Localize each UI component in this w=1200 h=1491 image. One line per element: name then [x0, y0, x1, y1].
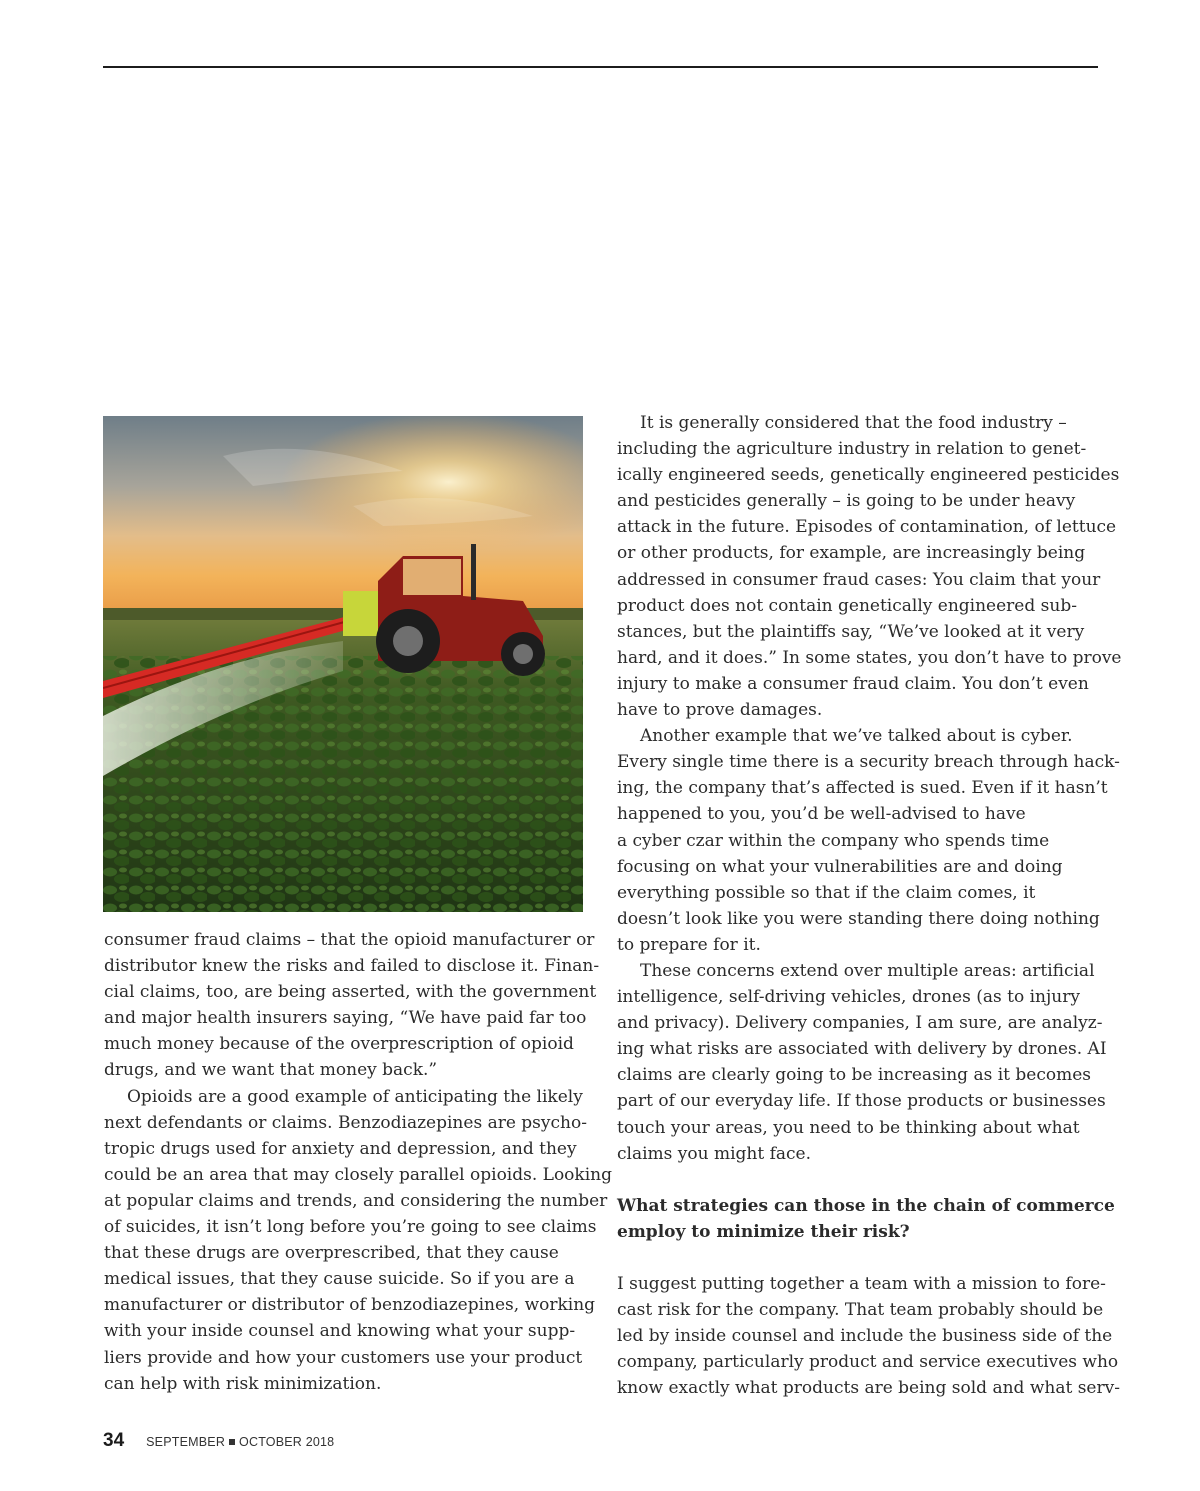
text-line: and pesticides generally – is going to be under heavy	[617, 491, 1076, 512]
text-line: Opioids are a good example of anticipating the likely	[127, 1086, 583, 1107]
text-line: and major health insurers saying, “We have paid far too	[104, 1008, 587, 1029]
text-line: distributor knew the risks and failed to disclose it. Finan-	[104, 956, 600, 977]
right-paragraph-2	[617, 723, 1120, 958]
text-line: manufacturer or distributor of benzodiazepines, working	[104, 1295, 596, 1316]
text-line: can help with risk minimization.	[104, 1373, 382, 1394]
text-line: company, particularly product and service executives who	[617, 1352, 1119, 1373]
text-line: Another example that we’ve talked about is cyber.	[640, 726, 1073, 747]
left-paragraph-2	[104, 1084, 612, 1397]
text-line: ing what risks are associated with delivery by drones. AI	[617, 1039, 1107, 1060]
text-line: stances, but the plaintiffs say, “We’ve looked at it very	[617, 621, 1085, 642]
text-line: claims you might face.	[617, 1143, 812, 1164]
issue-date	[146, 1435, 334, 1449]
page-footer	[103, 1430, 334, 1452]
left-column	[104, 927, 612, 1397]
text-line: consumer fraud claims – that the opioid manufacturer or	[104, 930, 595, 950]
tractor-spraying-field-photo	[103, 416, 583, 912]
text-line: cial claims, too, are being asserted, with the government	[104, 982, 597, 1003]
right-paragraph-1	[617, 410, 1122, 723]
left-paragraph-1	[104, 927, 600, 1084]
text-line: What strategies can those in the chain of commerce	[617, 1195, 1115, 1216]
interview-question	[617, 1193, 1115, 1245]
text-line: have to prove damages.	[617, 700, 823, 721]
text-line: focusing on what your vulnerabilities are and doing	[617, 856, 1063, 877]
text-line: tropic drugs used for anxiety and depression, and they	[104, 1138, 577, 1159]
text-line: doesn’t look like you were standing there doing nothing	[617, 908, 1100, 929]
text-line: It is generally considered that the food industry –	[640, 413, 1067, 433]
text-line: at popular claims and trends, and considering the number	[104, 1190, 608, 1211]
text-line: much money because of the overprescription of opioid	[104, 1034, 574, 1055]
text-line: of suicides, it isn’t long before you’re going to see claims	[104, 1217, 597, 1238]
text-line: These concerns extend over multiple areas: artificial	[640, 960, 1095, 981]
text-line: hard, and it does.” In some states, you don’t have to prove	[617, 647, 1122, 668]
text-line: liers provide and how your customers use your product	[104, 1347, 583, 1368]
separator-square-icon	[229, 1439, 235, 1445]
text-line: I suggest putting together a team with a mission to fore-	[617, 1273, 1106, 1294]
issue-month-2: OCTOBER 2018	[239, 1435, 335, 1449]
text-line: know exactly what products are being sold and what serv-	[617, 1378, 1120, 1399]
text-line: with your inside counsel and knowing what your supp-	[104, 1321, 576, 1342]
text-line: led by inside counsel and include the business side of the	[617, 1326, 1113, 1347]
text-line: injury to make a consumer fraud claim. You don’t even	[617, 673, 1089, 694]
text-line: Every single time there is a security breach through hack-	[617, 752, 1120, 773]
text-line: part of our everyday life. If those products or businesses	[617, 1091, 1106, 1112]
text-line: including the agriculture industry in relation to genet-	[617, 439, 1087, 460]
right-paragraph-3	[617, 958, 1105, 1167]
text-line: and privacy). Delivery companies, I am sure, are analyz-	[617, 1013, 1103, 1034]
text-line: intelligence, self-driving vehicles, drones (as to injury	[617, 987, 1080, 1008]
text-line: product does not contain genetically engineered sub-	[617, 595, 1077, 616]
text-line: drugs, and we want that money back.”	[104, 1060, 438, 1081]
text-line: addressed in consumer fraud cases: You claim that your	[617, 569, 1101, 590]
interview-answer	[617, 1271, 1120, 1401]
text-line: ing, the company that’s affected is sued. Even if it hasn’t	[617, 778, 1108, 799]
text-line: cast risk for the company. That team probably should be	[617, 1300, 1104, 1320]
text-line: touch your areas, you need to be thinking about what	[617, 1117, 1080, 1138]
top-rule	[103, 66, 1098, 68]
page-number: 34	[103, 1430, 125, 1451]
text-line: ically engineered seeds, genetically engineered pesticides	[617, 465, 1120, 486]
text-line: to prepare for it.	[617, 934, 761, 955]
text-line: next defendants or claims. Benzodiazepines are psycho-	[104, 1112, 587, 1133]
text-line: everything possible so that if the claim comes, it	[617, 882, 1036, 903]
text-line: employ to minimize their risk?	[617, 1221, 910, 1242]
text-line: attack in the future. Episodes of contamination, of lettuce	[617, 517, 1117, 538]
issue-month-1: SEPTEMBER	[146, 1435, 226, 1449]
text-line: claims are clearly going to be increasing as it becomes	[617, 1065, 1091, 1086]
right-column	[617, 410, 1122, 1401]
text-line: that these drugs are overprescribed, that they cause	[104, 1243, 559, 1264]
text-line: could be an area that may closely parallel opioids. Looking	[104, 1164, 612, 1185]
text-line: happened to you, you’d be well-advised to have	[617, 804, 1026, 825]
text-line: a cyber czar within the company who spends time	[617, 830, 1050, 851]
text-line: medical issues, that they cause suicide. So if you are a	[104, 1269, 575, 1290]
text-line: or other products, for example, are increasingly being	[617, 543, 1086, 564]
